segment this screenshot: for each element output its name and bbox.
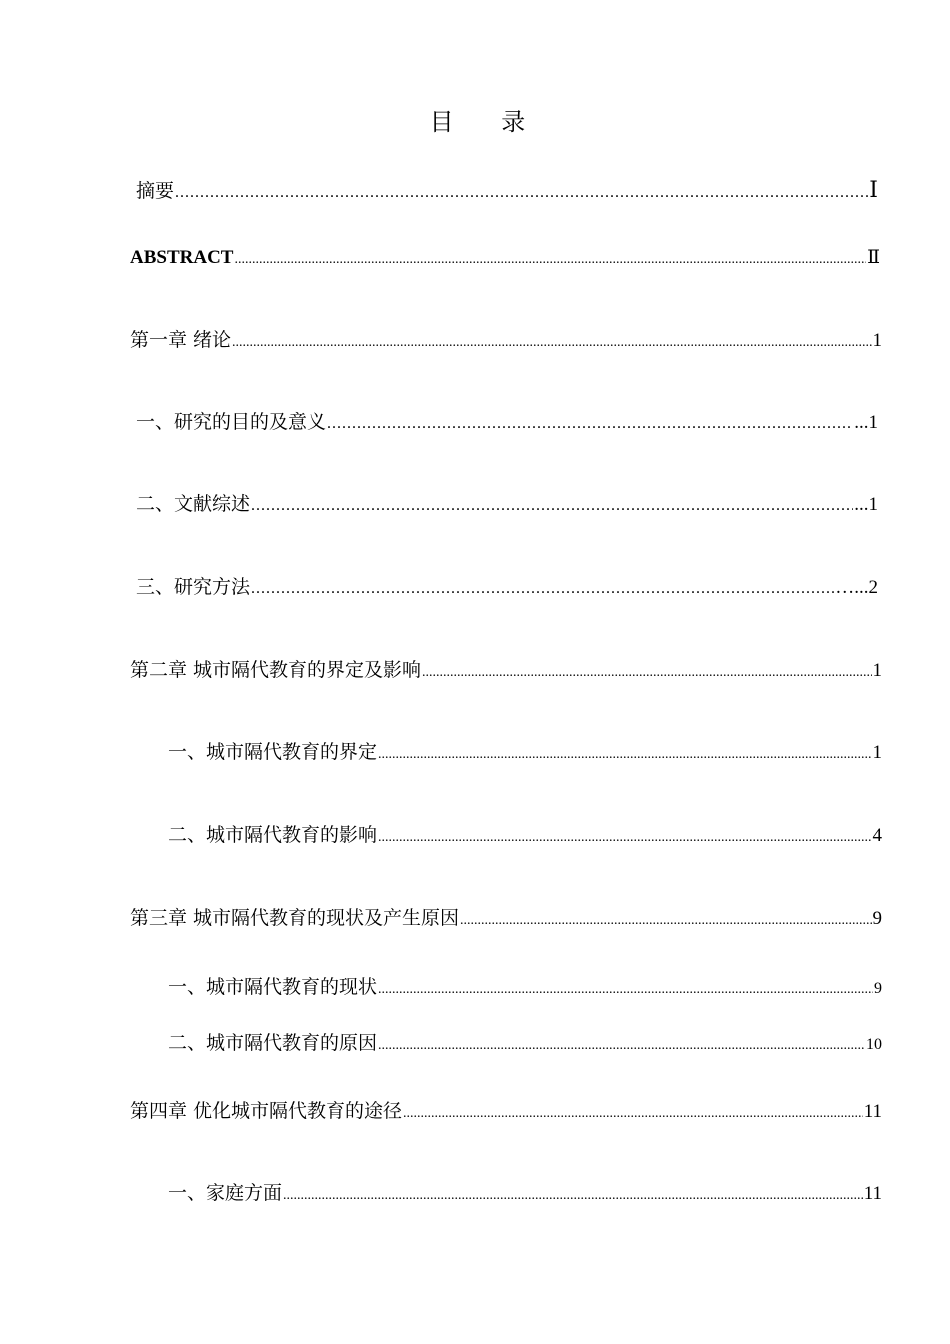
toc-entry-page: 1 bbox=[872, 742, 882, 763]
toc-entry-label: 第一章 绪论 bbox=[130, 329, 232, 351]
toc-entry-page: ...1 bbox=[854, 494, 878, 515]
toc-entry-label: 二、城市隔代教育的影响 bbox=[168, 825, 378, 846]
toc-entry-label: 三、研究方法 bbox=[136, 577, 251, 598]
toc-entry-3-2[interactable] bbox=[168, 1032, 882, 1058]
toc-entry-label: 第四章 优化城市隔代教育的途径 bbox=[130, 1100, 403, 1122]
toc-leader-dots bbox=[251, 494, 853, 518]
toc-leader-dots bbox=[403, 1102, 863, 1126]
toc-leader-dots bbox=[378, 826, 871, 850]
toc-title: 目 录 bbox=[429, 108, 546, 136]
toc-entry-4-1[interactable] bbox=[168, 1182, 882, 1208]
toc-entry-label: 一、城市隔代教育的界定 bbox=[168, 742, 378, 763]
toc-leader-dots bbox=[232, 331, 871, 355]
toc-leader-dots bbox=[378, 743, 871, 767]
toc-leader-dots bbox=[378, 978, 873, 1002]
toc-entry-page: 11 bbox=[863, 1101, 882, 1122]
toc-entry-page: 9 bbox=[872, 908, 882, 929]
toc-entry-page: 9 bbox=[874, 980, 882, 997]
toc-entry-label: 一、研究的目的及意义 bbox=[136, 412, 327, 433]
toc-entry-label: ABSTRACT bbox=[130, 247, 234, 268]
toc-leader-dots bbox=[283, 1184, 863, 1208]
toc-entry-abstract-cn[interactable] bbox=[136, 178, 878, 205]
toc-entry-2-1[interactable] bbox=[168, 741, 882, 767]
toc-entry-label: 一、家庭方面 bbox=[168, 1183, 283, 1204]
toc-entry-label: 摘要 bbox=[136, 180, 175, 202]
toc-leader-dots bbox=[234, 248, 866, 272]
toc-entry-label: 第二章 城市隔代教育的界定及影响 bbox=[130, 659, 422, 681]
toc-entry-chapter-3[interactable] bbox=[130, 906, 882, 933]
toc-entry-page: Ⅰ bbox=[869, 177, 878, 202]
toc-entry-page: ...1 bbox=[854, 412, 878, 433]
toc-entry-chapter-1[interactable] bbox=[130, 328, 882, 355]
toc-entry-page: 10 bbox=[866, 1036, 882, 1053]
toc-entry-page: 1 bbox=[872, 330, 882, 351]
toc-leader-dots bbox=[460, 909, 871, 933]
toc-entry-label: 一、城市隔代教育的现状 bbox=[168, 977, 378, 998]
toc-entry-label: 第三章 城市隔代教育的现状及产生原因 bbox=[130, 907, 460, 929]
toc-leader-dots bbox=[422, 661, 871, 685]
toc-entry-page: 4 bbox=[872, 825, 882, 846]
toc-entry-page: 1 bbox=[872, 660, 882, 681]
toc-entry-1-3[interactable] bbox=[136, 576, 878, 601]
toc-leader-dots bbox=[327, 412, 853, 436]
toc-entry-3-1[interactable] bbox=[168, 976, 882, 1002]
toc-entry-page: 11 bbox=[863, 1183, 882, 1204]
toc-entry-1-2[interactable] bbox=[136, 493, 878, 518]
toc-entry-1-1[interactable] bbox=[136, 411, 878, 436]
toc-entry-abstract-en[interactable] bbox=[130, 246, 880, 272]
toc-leader-dots bbox=[251, 577, 834, 601]
toc-entry-label: 二、城市隔代教育的原因 bbox=[168, 1033, 378, 1054]
toc-entry-2-2[interactable] bbox=[168, 824, 882, 850]
toc-entry-chapter-2[interactable] bbox=[130, 658, 882, 685]
toc-entry-page: …...2 bbox=[835, 577, 878, 598]
toc-leader-dots bbox=[378, 1034, 865, 1058]
toc-leader-dots bbox=[175, 181, 868, 205]
toc-entry-label: 二、文献综述 bbox=[136, 494, 251, 515]
toc-entry-chapter-4[interactable] bbox=[130, 1099, 882, 1126]
toc-entry-page: Ⅱ bbox=[867, 247, 880, 268]
